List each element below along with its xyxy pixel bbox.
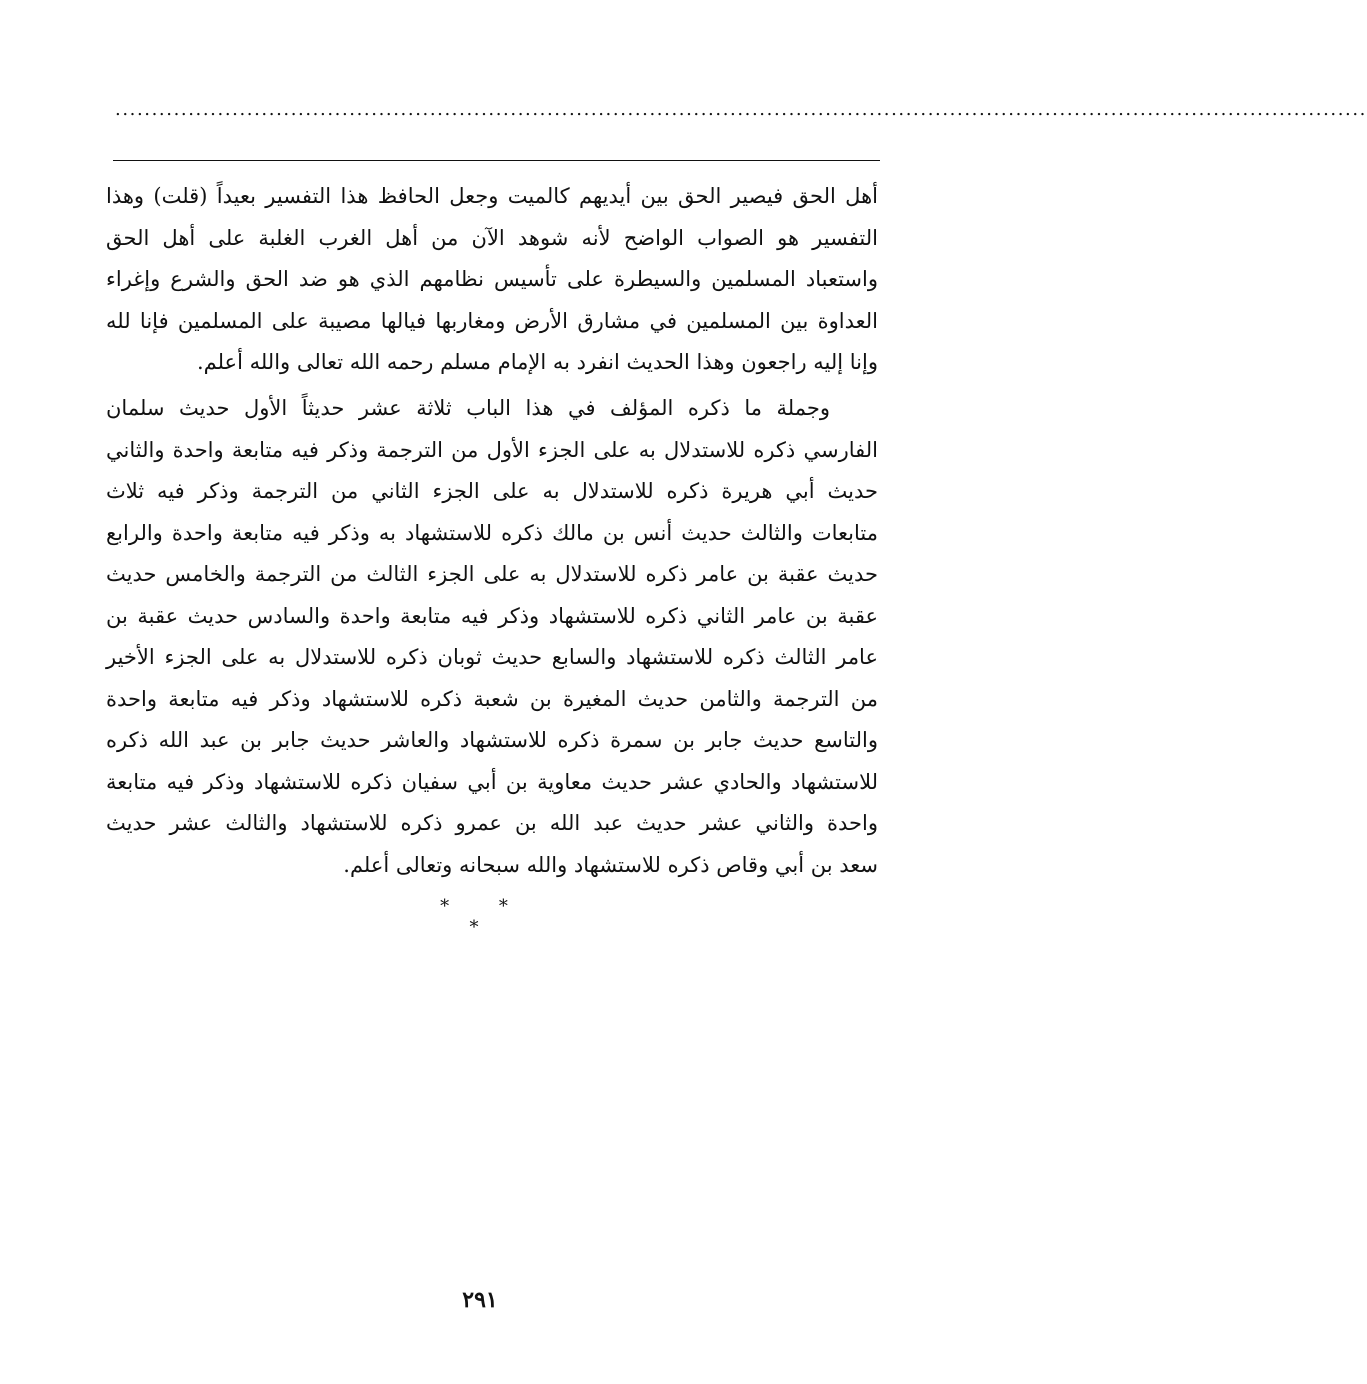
text-line: عقبة بن عامر الثاني ذكره للاستشهاد وذكر فيه متابعة واحدة والسادس حديث عقبة بن: [106, 603, 878, 628]
text-line: سعد بن أبي وقاص ذكره للاستشهاد والله سبحانه وتعالى أعلم.: [343, 852, 878, 877]
text-line: من الترجمة والثامن حديث المغيرة بن شعبة ذكره للاستشهاد وذكر فيه متابعة واحدة: [106, 686, 878, 711]
text-line: عامر الثالث ذكره للاستشهاد والسابع حديث ثوبان ذكره للاستدلال به على الجزء الأخير: [106, 645, 878, 669]
text-line: وجملة ما ذكره المؤلف في هذا الباب ثلاثة عشر حديثاً الأول حديث سلمان: [106, 396, 830, 420]
footnote-solid-rule: [113, 160, 880, 161]
text-line: حديث عقبة بن عامر ذكره للاستدلال به على الجزء الثالث من الترجمة والخامس حديث: [106, 562, 878, 586]
text-line: متابعات والثالث حديث أنس بن مالك ذكره للاستشهاد به وذكر فيه متابعة واحدة والرابع: [106, 520, 878, 545]
text-line: الفارسي ذكره للاستدلال به على الجزء الأول من الترجمة وذكر فيه متابعة واحدة والثاني: [106, 437, 878, 462]
text-line: العداوة بين المسلمين في مشارق الأرض ومغاربها فيالها مصيبة على المسلمين فإنا لله: [106, 308, 878, 333]
paragraph-2: [106, 388, 878, 886]
text-line: واحدة والثاني عشر حديث عبد الله بن عمرو ذكره للاستشهاد والثالث عشر حديث: [106, 811, 878, 835]
text-line: للاستشهاد والحادي عشر حديث معاوية بن أبي سفيان ذكره للاستشهاد وذكر فيه متابعة: [106, 769, 878, 794]
section-end-ornament: * * *: [440, 896, 530, 938]
paragraph-1: [106, 176, 878, 384]
text-line: التفسير هو الصواب الواضح لأنه شوهد الآن من أهل الغرب الغلبة على أهل الحق: [106, 225, 878, 250]
text-line: واستعباد المسلمين والسيطرة على تأسيس نظامهم الذي هو ضد الحق والشرع وإغراء: [106, 267, 878, 291]
text-line: والتاسع حديث جابر بن سمرة ذكره للاستشهاد والعاشر حديث جابر بن عبد الله ذكره: [106, 728, 878, 752]
text-line: وإنا إليه راجعون وهذا الحديث انفرد به الإمام مسلم رحمه الله تعالى والله أعلم.: [196, 350, 878, 374]
text-line: حديث أبي هريرة ذكره للاستدلال به على الجزء الثاني من الترجمة وذكر فيه ثلاث: [106, 479, 878, 503]
footnote-dotted-separator: ...........................................................................................................................................................................: [115, 99, 1367, 120]
text-line: أهل الحق فيصير الحق بين أيديهم كالميت وجعل الحافظ هذا التفسير بعيداً (قلت) وهذا: [106, 184, 878, 208]
page-number: ٢٩١: [462, 1287, 498, 1313]
